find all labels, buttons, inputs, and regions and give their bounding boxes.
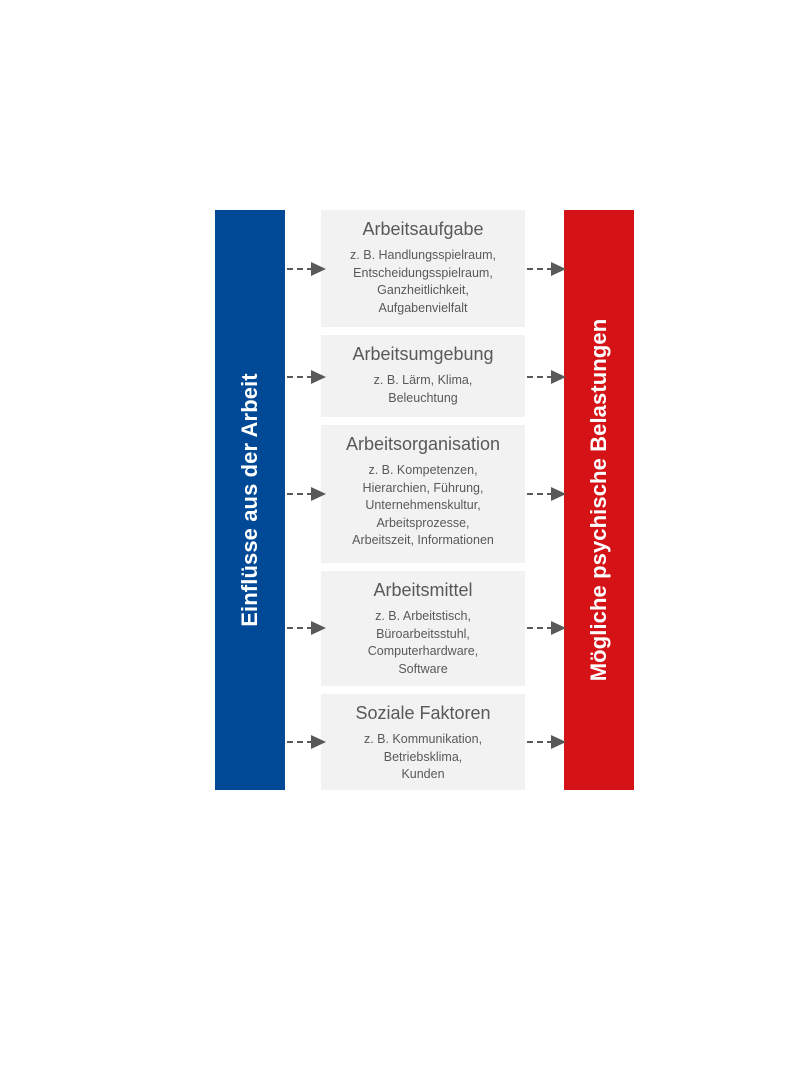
right-bar-label: Mögliche psychische Belastungen	[586, 318, 611, 682]
arrow-head-icon	[551, 370, 566, 384]
factor-example-line: Software	[398, 661, 448, 676]
factor-title: Arbeitsorganisation	[345, 434, 501, 454]
factor-example-line: Kunden	[401, 767, 445, 781]
factor-example-line: z. B. Handlungsspielraum,	[350, 248, 496, 262]
factor-example-line: z. B. Lärm, Klima,	[373, 373, 473, 387]
arrow-head-icon	[551, 735, 566, 749]
factor-example-line: Computerhardware,	[367, 644, 479, 658]
factor-example-line: Arbeitszeit, Informationen	[352, 533, 494, 547]
factor-title: Soziale Faktoren	[355, 703, 491, 723]
arrow-head-icon	[311, 262, 326, 276]
arrow-head-icon	[551, 487, 566, 501]
factor-title: Arbeitsumgebung	[352, 344, 494, 364]
factor-example-line: Unternehmenskultur,	[365, 498, 481, 512]
arrow-head-icon	[311, 487, 326, 501]
factor-example-line: Büroarbeitsstuhl,	[376, 626, 470, 641]
factor-example-line: Entscheidungsspielraum,	[353, 265, 493, 280]
arrow-head-icon	[311, 621, 326, 635]
factor-example-line: z. B. Kompetenzen,	[368, 463, 478, 477]
factor-example-line: z. B. Arbeitstisch,	[375, 609, 471, 623]
arrow-head-icon	[551, 262, 566, 276]
factor-example-line: Arbeitsprozesse,	[376, 515, 470, 530]
factor-example-line: Ganzheitlichkeit,	[377, 283, 469, 297]
arrow-head-icon	[311, 735, 326, 749]
factor-example-line: Hierarchien, Führung,	[362, 480, 484, 495]
arrow-head-icon	[551, 621, 566, 635]
factor-example-line: z. B. Kommunikation,	[363, 732, 483, 746]
left-bar-label: Einflüsse aus der Arbeit	[237, 373, 262, 627]
factor-example-line: Aufgabenvielfalt	[378, 300, 468, 315]
arrow-head-icon	[311, 370, 326, 384]
factor-example-line: Betriebsklima,	[383, 749, 463, 764]
factor-title: Arbeitsaufgabe	[362, 219, 484, 239]
factor-title: Arbeitsmittel	[373, 580, 473, 600]
factor-example-line: Beleuchtung	[388, 390, 458, 405]
